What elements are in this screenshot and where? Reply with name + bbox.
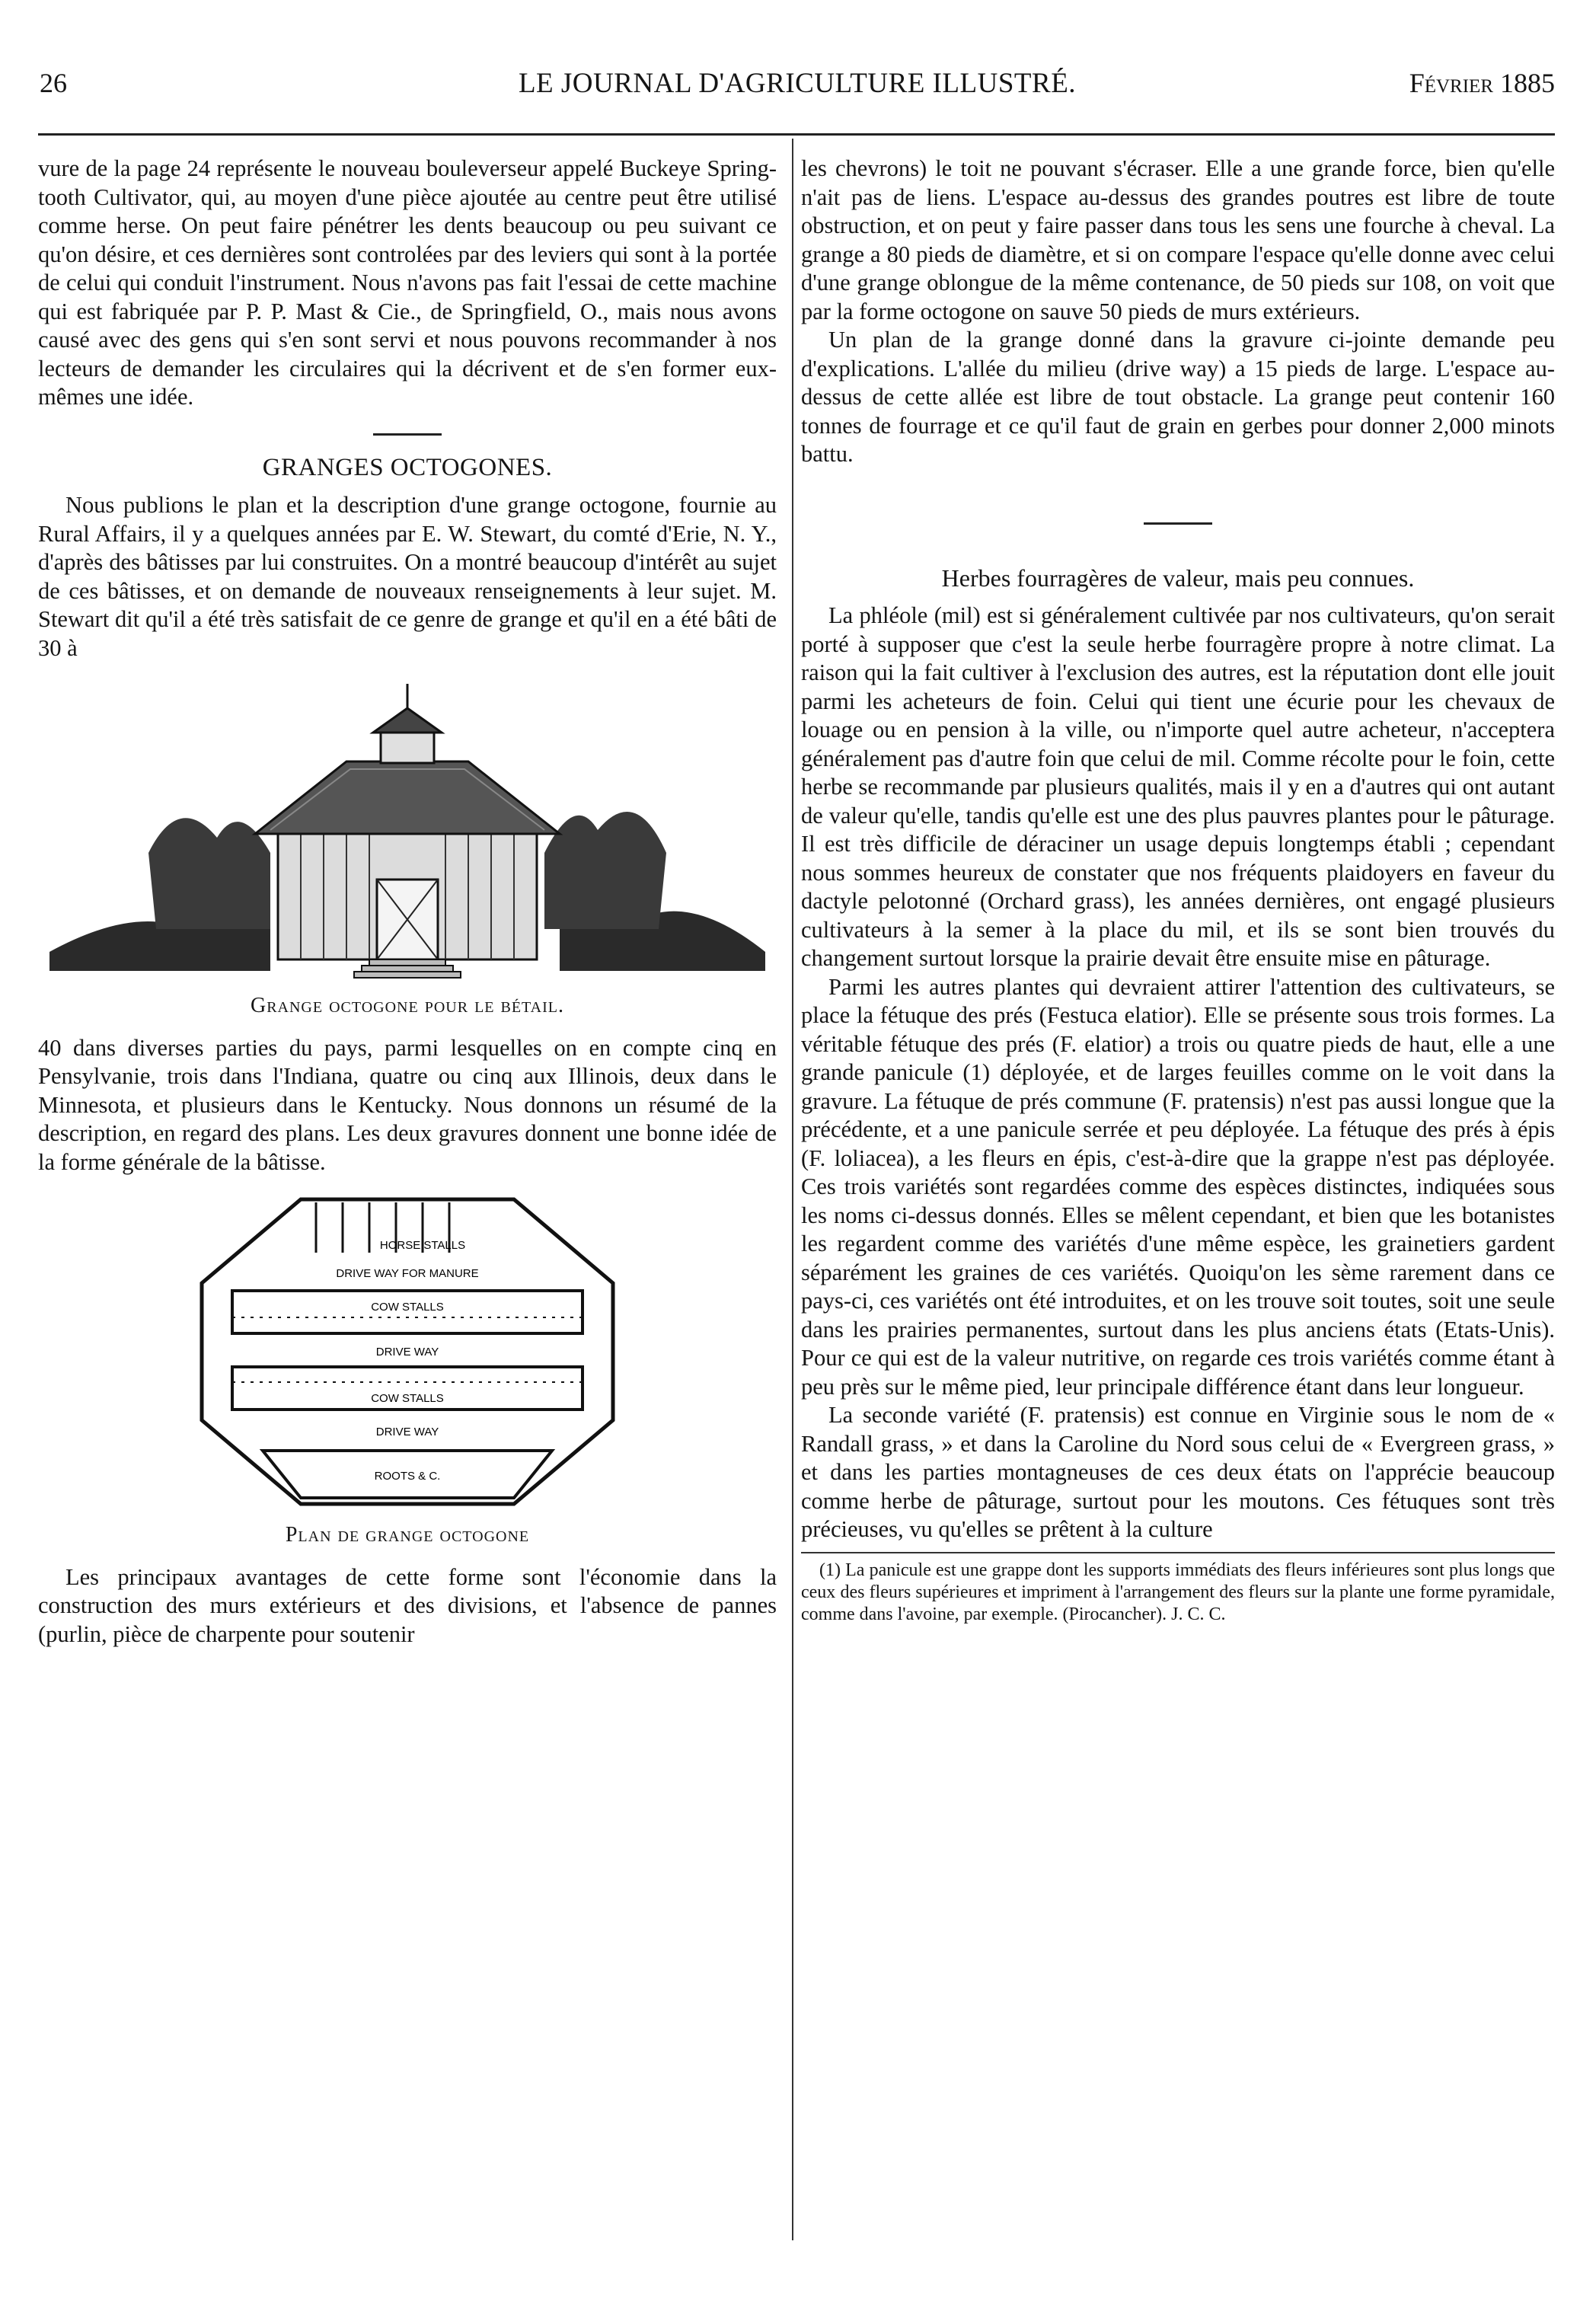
journal-title: LE JOURNAL D'AGRICULTURE ILLUSTRÉ. (518, 68, 1077, 99)
barn-engraving (38, 678, 777, 982)
figure-caption: Plan de grange octogone (285, 1523, 530, 1547)
page-number: 26 (40, 68, 67, 98)
paragraph: les chevrons) le toit ne pouvant s'écraser. Elle a une grande force, bien qu'elle n'ait pas de liens. L'espace au-dessus des grandes poutres est libre de toute obstruction, et on peut y faire passer dans tous les sens une fourche à cheval. La grange a 80 pieds de diamètre, et si on compare l'espace qu'elle donne avec celui d'une grange oblongue de la même contenance, de 50 pieds sur 108, on voit que par la forme octogone on sauve 50 pieds de murs extérieurs. (801, 155, 1555, 324)
section-heading: Herbes fourragères de valeur, mais peu connues. (941, 564, 1415, 592)
plan-label: HORSE STALLS (379, 1239, 466, 1252)
paragraph: Parmi les autres plantes qui devraient attirer l'attention des cultivateurs, se place la fétuque des prés (Festuca elatior). Elle se présente sous trois formes. La véritable fétuque des prés (F. elatior) a trois ou quatre pieds de haut, elle a une grande panicule (1) déployée, et de larges feuilles comme on le voit dans la gravure. La fétuque de prés commune (F. pratensis) n'est pas aussi longue que la précédente, et a une panicule serrée et peu déployée. La fétuque des prés à épis (F. loliacea), a les fleurs en épis, c'est-à-dire que la grappe n'est pas déployée. Ces trois variétés sont regardées comme des espèces distinctes, indiquées sous les noms ci-dessus donnés. Elles se mêlent cependant, et bien que les botanistes les regardent comme des variétés d'une même espèce, les grainetiers gardent séparément les graines de ces variétés. Quoiqu'on les sème rarement dans ce pays-ci, ces variétés ont été introduites, et on les trouve soit toutes, soit une seule dans les prairies permanentes, surtout dans les plus anciens états (Etats-Unis). Pour ce qui est de la valeur nutritive, on regarde ces trois variétés comme étant à peu près sur le même pied, leur principale différence étant dans leur longueur. (801, 973, 1555, 1400)
plan-label: COW STALLS (371, 1392, 444, 1405)
paragraph: La seconde variété (F. pratensis) est connue en Virginie sous le nom de « Randall grass, » et dans la Caroline du Nord sous celui de « Evergreen grass, » et dans les parties montagneuses de ces deux états on l'apprécie beaucoup comme herbe de pâturage, surtout pour les moutons. Ces fétuques sont très précieuses, vu qu'elles se prêtent à la culture (801, 1402, 1555, 1542)
plan-label: DRIVE WAY (375, 1426, 439, 1438)
section-separator (1144, 522, 1212, 525)
plan-label: DRIVE WAY (375, 1346, 439, 1359)
paragraph: La phléole (mil) est si généralement cultivée par nos cultivateurs, qu'on serait porté à supposer que c'est la seule herbe fourragère propre à notre climat. La raison qui la fait cultiver à l'exclusion des autres, est la réputation dont elle jouit parmi les acheteurs de foin. Celui qui tient une écurie pour les chevaux de louage ou en pension à la ville, ou n'importe quel autre acheteur, n'acceptera généralement pas d'autre foin que celui de mil. Comme récolte pour le foin, cette herbe se recommande par plusieurs qualités, mais il y en a d'autres qui ont autant de valeur qu'elle, tandis qu'elle est une des plus pauvres plantes pour le pâturage. Il est très difficile de déraciner un usage depuis longtemps établi ; cependant nous sommes heureux de constater que nos fréquents plaidoyers en faveur du dactyle pelotonné (Orchard grass), les années dernières, ont engagé plusieurs cultivateurs à la semer à la place du mil, et ils se sont bien trouvés du changement surtout lorsque la prairie devait être ensuite mise en pâturage. (801, 602, 1555, 971)
floor-plan-diagram (171, 1192, 643, 1512)
barn-floor-plan (38, 1192, 777, 1512)
column-divider (792, 139, 793, 2240)
paragraph: Les principaux avantages de cette forme sont l'économie dans la construction des murs extérieurs et des divisions, et l'absence de pannes (purlin, pièce de charpente pour soutenir (38, 1563, 777, 1647)
left-column (38, 155, 777, 1649)
plan-label: ROOTS & C. (374, 1470, 441, 1483)
figure-caption: Grange octogone pour le bétail. (250, 994, 564, 1017)
paragraph: Un plan de la grange donné dans la gravure ci-jointe demande peu d'explications. L'allée du milieu (drive way) a 15 pieds de large. L'espace au-dessus de cette allée est libre de tout obstacle. La grange peut contenir 160 tonnes de fourrage et ce qu'il faut de grain en gerbes pour donner 2,000 minots battu. (801, 327, 1555, 467)
paragraph: Nous publions le plan et la description d'une grange octogone, fournie au Rural Affairs, il y a quelques années par E. W. Stewart, du comté d'Erie, N. Y., d'après des bâtisses par lui construites. On a montré beaucoup d'intérêt au sujet de ces bâtisses, et on demande de nouveaux renseignements à leur sujet. M. Stewart dit qu'il a été très satisfait de ce genre de grange et qu'il en a été bâti de 30 à (38, 492, 777, 661)
section-heading: GRANGES OCTOGONES. (262, 453, 553, 481)
page-header (40, 67, 1555, 113)
footnote-rule (801, 1552, 1555, 1553)
plan-label: DRIVE WAY FOR MANURE (336, 1267, 479, 1280)
footnote: (1) La panicule est une grappe dont les supports immédiats des fleurs inférieures sont plus longs que ceux des fleurs supérieures et impriment à l'arrangement des fleurs sur la plante une forme pyramidale, comme dans l'avoine, par exemple. (Pirocancher). J. C. C. (801, 1560, 1555, 1624)
right-column (801, 155, 1555, 1626)
octagonal-barn-illustration (42, 678, 773, 982)
paragraph: 40 dans diverses parties du pays, parmi lesquelles on en compte cinq en Pensylvanie, trois dans l'Indiana, quatre ou cinq aux Illinois, deux dans le Minnesota, et plusieurs dans le Kentucky. Nous donnons un résumé de la description, en regard des plans. Les deux gravures donnent une bonne idée de la forme générale de la bâtisse. (38, 1034, 777, 1175)
section-separator (373, 433, 442, 436)
plan-label: COW STALLS (371, 1301, 444, 1314)
paragraph: vure de la page 24 représente le nouveau bouleverseur appelé Buckeye Spring-tooth Cultivator, qui, au moyen d'une pièce ajoutée au centre peut être utilisé comme herse. On peut faire pénétrer les dents beaucoup ou peu suivant ce qu'on désire, et ces dernières sont controlées par des leviers qui sont à la portée de celui qui conduit l'instrument. Nous n'avons pas fait l'essai de cette machine qui est fabriquée par P. P. Mast & Cie., de Springfield, O., mais nous avons causé avec des gens qui s'en sont servi et nous pouvons recommander à nos lecteurs de demander les circulaires qui la décrivent et de s'en former eux-mêmes une idée. (38, 155, 777, 410)
header-rule (38, 133, 1555, 136)
issue-date: Février 1885 (1409, 68, 1555, 98)
